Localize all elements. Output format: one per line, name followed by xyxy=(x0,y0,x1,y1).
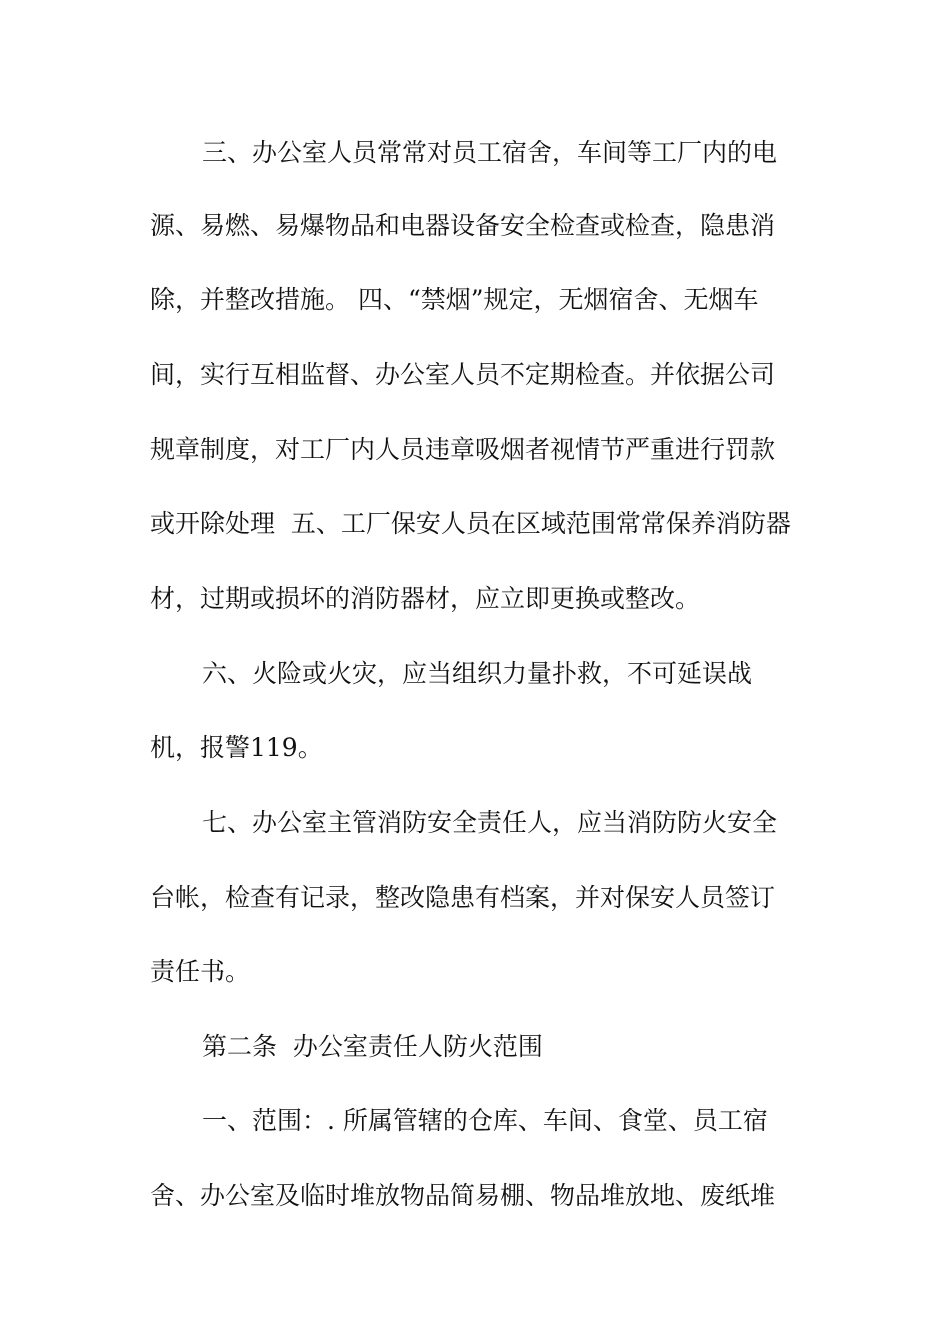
text-line: 责任书。 xyxy=(150,957,251,986)
text-line: 规章制度，对工厂内人员违章吸烟者视情节严重进行罚款 xyxy=(150,435,776,464)
text-line: 一、范围：. 所属管辖的仓库、车间、食堂、员工宿 xyxy=(202,1106,768,1135)
text-line: 舍、办公室及临时堆放物品简易棚、物品堆放地、废纸堆 xyxy=(150,1181,776,1210)
text-line: 除，并整改措施。 四、“禁烟”规定，无烟宿舍、无烟车 xyxy=(150,285,759,314)
section-heading: 第二条 办公室责任人防火范围 xyxy=(202,1032,543,1061)
text-line: 台帐，检查有记录，整改隐患有档案，并对保安人员签订 xyxy=(150,883,776,912)
text-line: 七、办公室主管消防安全责任人，应当消防防火安全 xyxy=(202,808,778,837)
text-line: 机，报警119。 xyxy=(150,733,323,762)
text-line: 间，实行互相监督、办公室人员不定期检查。并依据公司 xyxy=(150,360,776,389)
text-line: 三、办公室人员常常对员工宿舍，车间等工厂内的电 xyxy=(202,138,778,167)
text-line: 或开除处理 五、工厂保安人员在区域范围常常保养消防器 xyxy=(150,509,791,538)
text-line: 源、易燃、易爆物品和电器设备安全检查或检查，隐患消 xyxy=(150,211,776,240)
text-line: 材，过期或损坏的消防器材，应立即更换或整改。 xyxy=(150,584,701,613)
text-line: 六、火险或火灾，应当组织力量扑救，不可延误战 xyxy=(202,659,753,688)
